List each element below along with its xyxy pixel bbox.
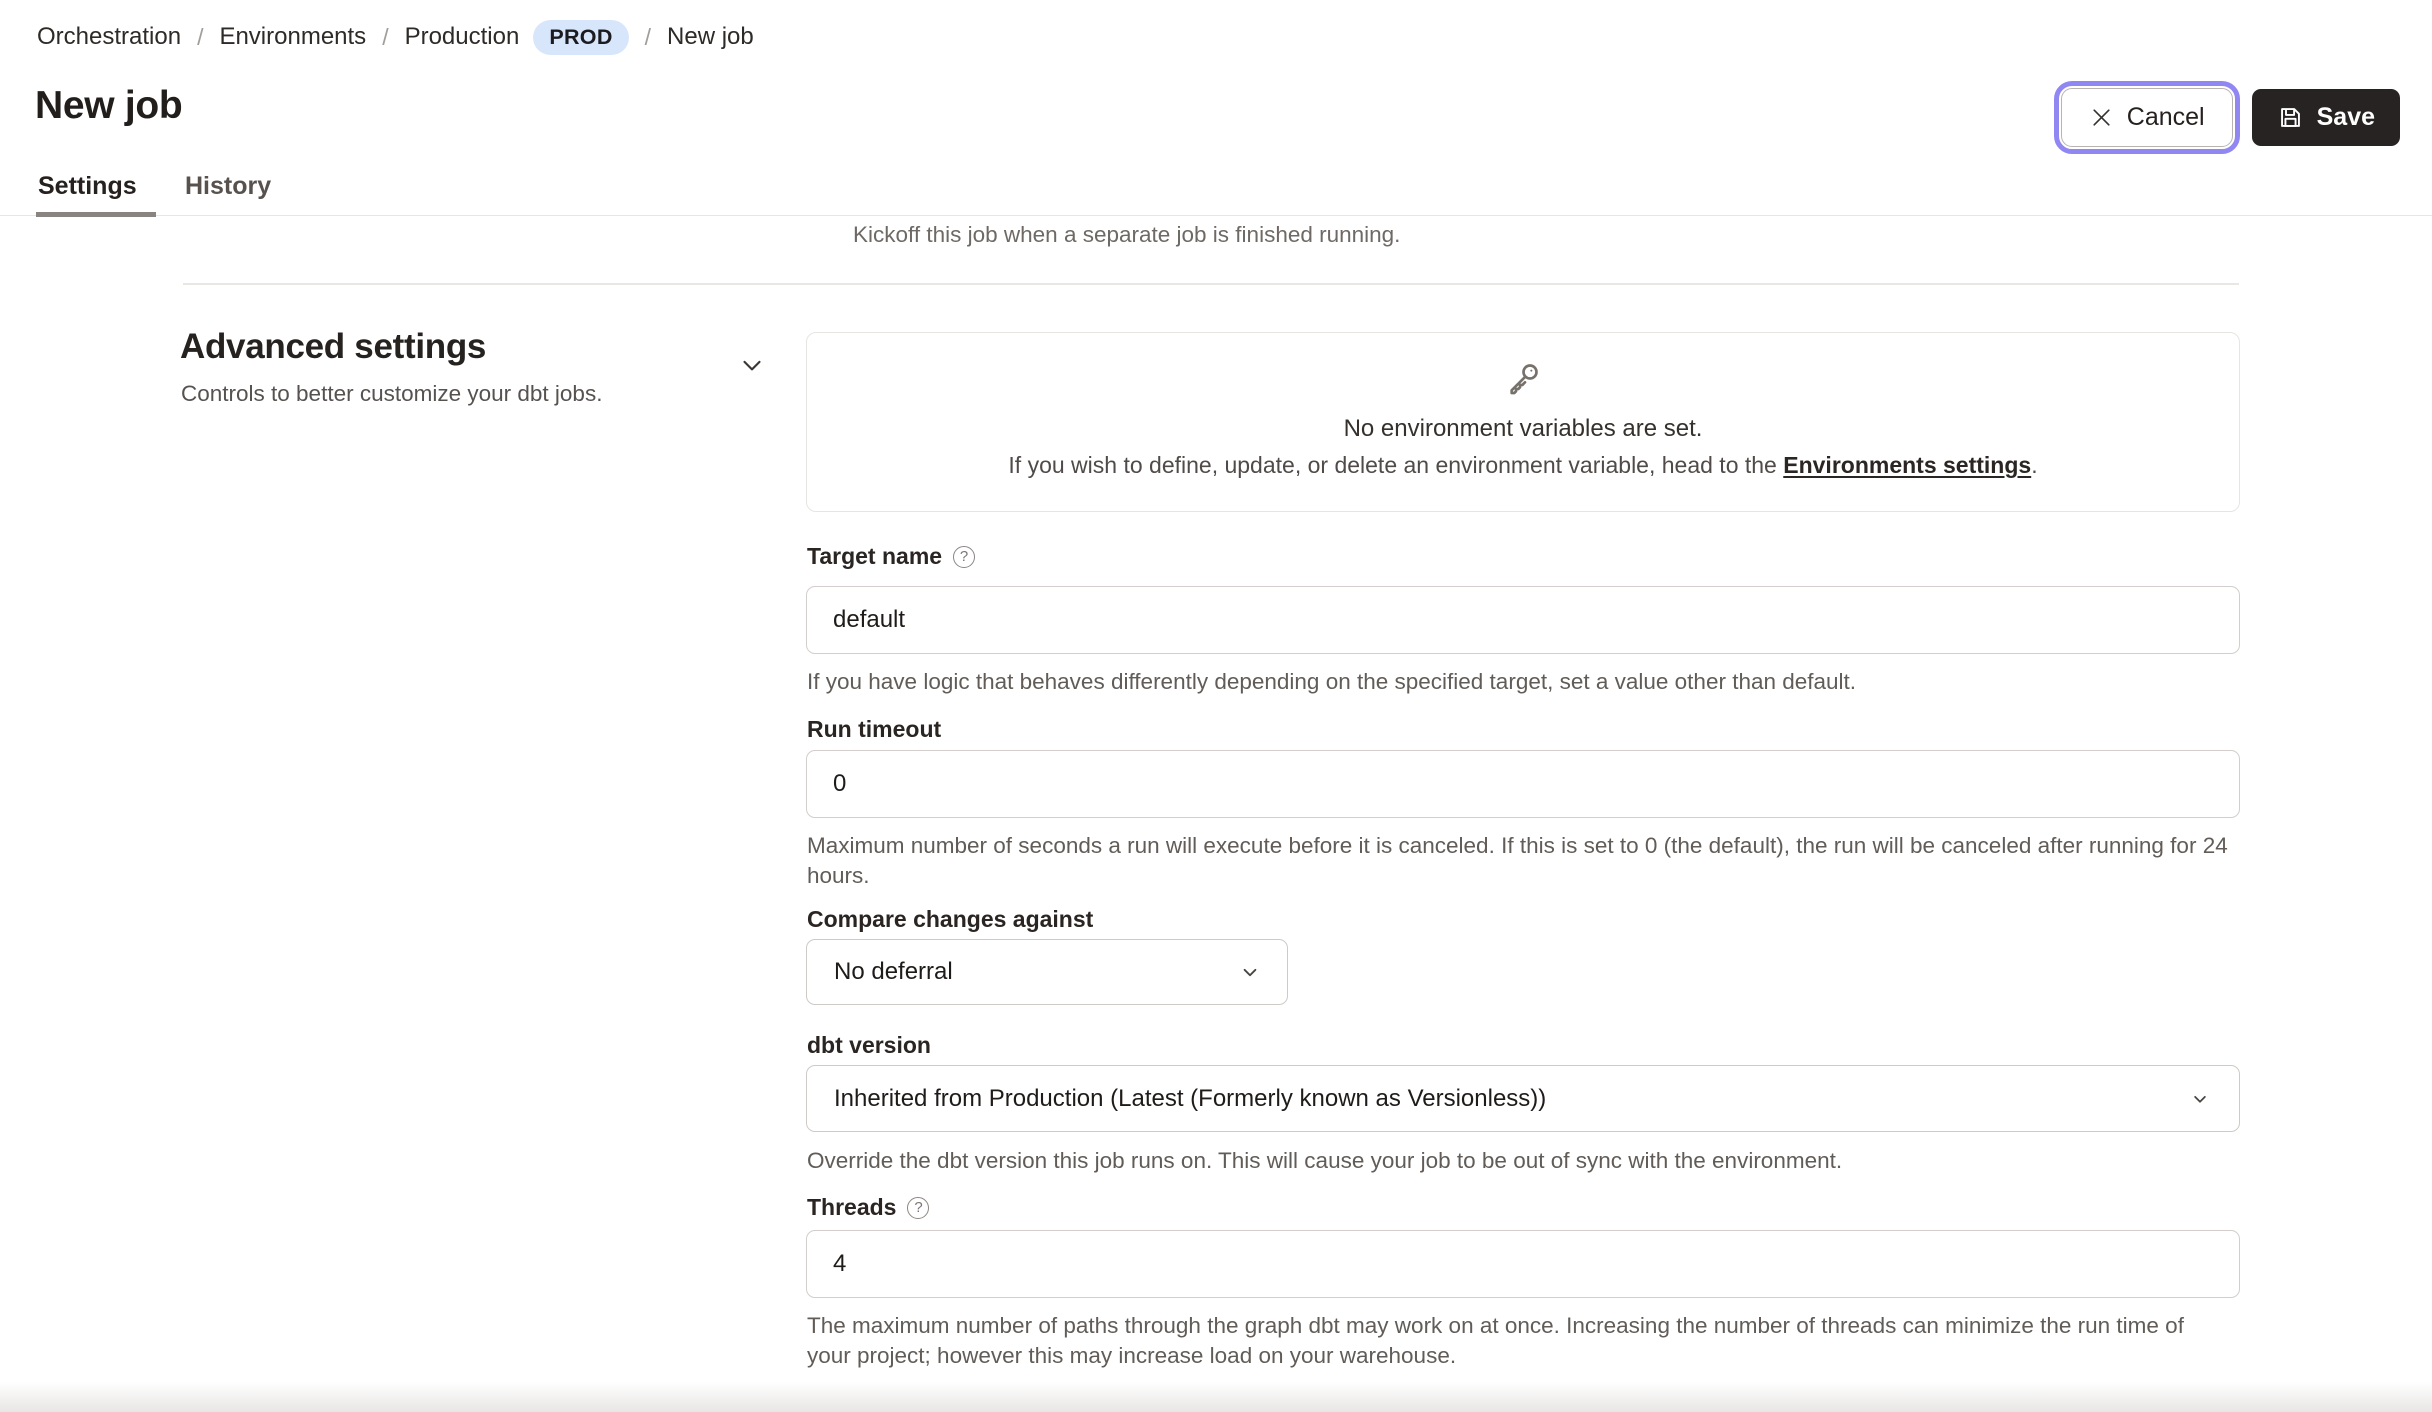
key-icon [1503,359,1543,399]
breadcrumb-separator: / [197,23,204,50]
env-vars-hint-prefix: If you wish to define, update, or delete an environment variable, head to the [1008,452,1784,478]
threads-label [807,1194,929,1221]
threads-help: The maximum number of paths through the graph dbt may work on at once. Increasing the number of threads can minimize the run time of your project; however this may increase load on your warehouse. [807,1313,2184,1368]
breadcrumb-separator: / [382,23,389,50]
dbt-version-label-text: dbt version [807,1032,931,1058]
run-timeout-label-text: Run timeout [807,716,942,742]
header-actions [2061,88,2400,147]
dbt-version-label [807,1032,931,1059]
env-vars-empty-title: No environment variables are set. [1343,415,1703,442]
env-vars-empty-box [806,332,2240,512]
kickoff-description: Kickoff this job when a separate job is finished running. [853,222,1401,247]
active-tab-indicator [36,212,156,217]
dbt-version-value: Inherited from Production (Latest (Formerly known as Versionless)) [834,1084,1547,1112]
save-button[interactable] [2252,89,2400,146]
page-title: New job [35,84,183,127]
compare-changes-select[interactable] [806,939,1288,1005]
section-divider [183,283,2239,285]
cancel-button[interactable] [2061,88,2233,147]
tab-settings[interactable]: Settings [38,172,137,200]
breadcrumb-environments[interactable]: Environments [219,23,367,50]
cancel-button-label: Cancel [2126,103,2205,131]
env-vars-hint-suffix: . [2031,452,2038,478]
run-timeout-label [807,716,941,743]
breadcrumb-separator: / [644,23,652,50]
tab-bar [0,168,2432,216]
breadcrumb [37,16,754,58]
scroll-fade [0,1382,2432,1412]
compare-changes-value: No deferral [834,958,953,985]
breadcrumb-production[interactable]: Production [404,23,520,50]
run-timeout-input[interactable] [806,750,2240,818]
help-icon[interactable]: ? [953,546,975,568]
chevron-down-icon[interactable] [737,350,767,380]
dbt-version-select[interactable] [806,1065,2240,1132]
env-vars-empty-hint [807,452,2239,479]
tab-history[interactable]: History [185,172,272,200]
chevron-down-icon [1237,959,1263,985]
breadcrumb-new-job: New job [667,23,754,50]
save-button-label: Save [2316,103,2375,131]
compare-changes-label [807,906,1093,933]
dbt-version-help: Override the dbt version this job runs on. This will cause your job to be out of sync with the environment. [807,1148,1843,1173]
target-name-label-text: Target name [807,543,943,569]
threads-label-text: Threads [807,1194,897,1220]
target-name-help: If you have logic that behaves differently depending on the specified target, set a value other than default. [807,669,1857,694]
target-name-input[interactable] [806,586,2240,654]
threads-input[interactable] [806,1230,2240,1298]
advanced-settings-title: Advanced settings [180,327,487,366]
help-icon[interactable]: ? [907,1197,929,1219]
close-icon [2089,105,2114,130]
target-name-label [807,543,975,570]
save-icon [2277,104,2304,131]
environments-settings-link[interactable]: Environments settings [1783,452,2032,478]
breadcrumb-orchestration[interactable]: Orchestration [37,23,182,50]
compare-changes-label-text: Compare changes against [807,906,1094,932]
chevron-down-icon [2187,1086,2213,1112]
advanced-settings-subtitle: Controls to better customize your dbt jobs. [181,381,603,406]
run-timeout-help: Maximum number of seconds a run will execute before it is canceled. If this is set to 0 (the default), the run will be canceled after running for 24 hours. [807,833,2228,888]
prod-badge: PROD [533,20,628,55]
